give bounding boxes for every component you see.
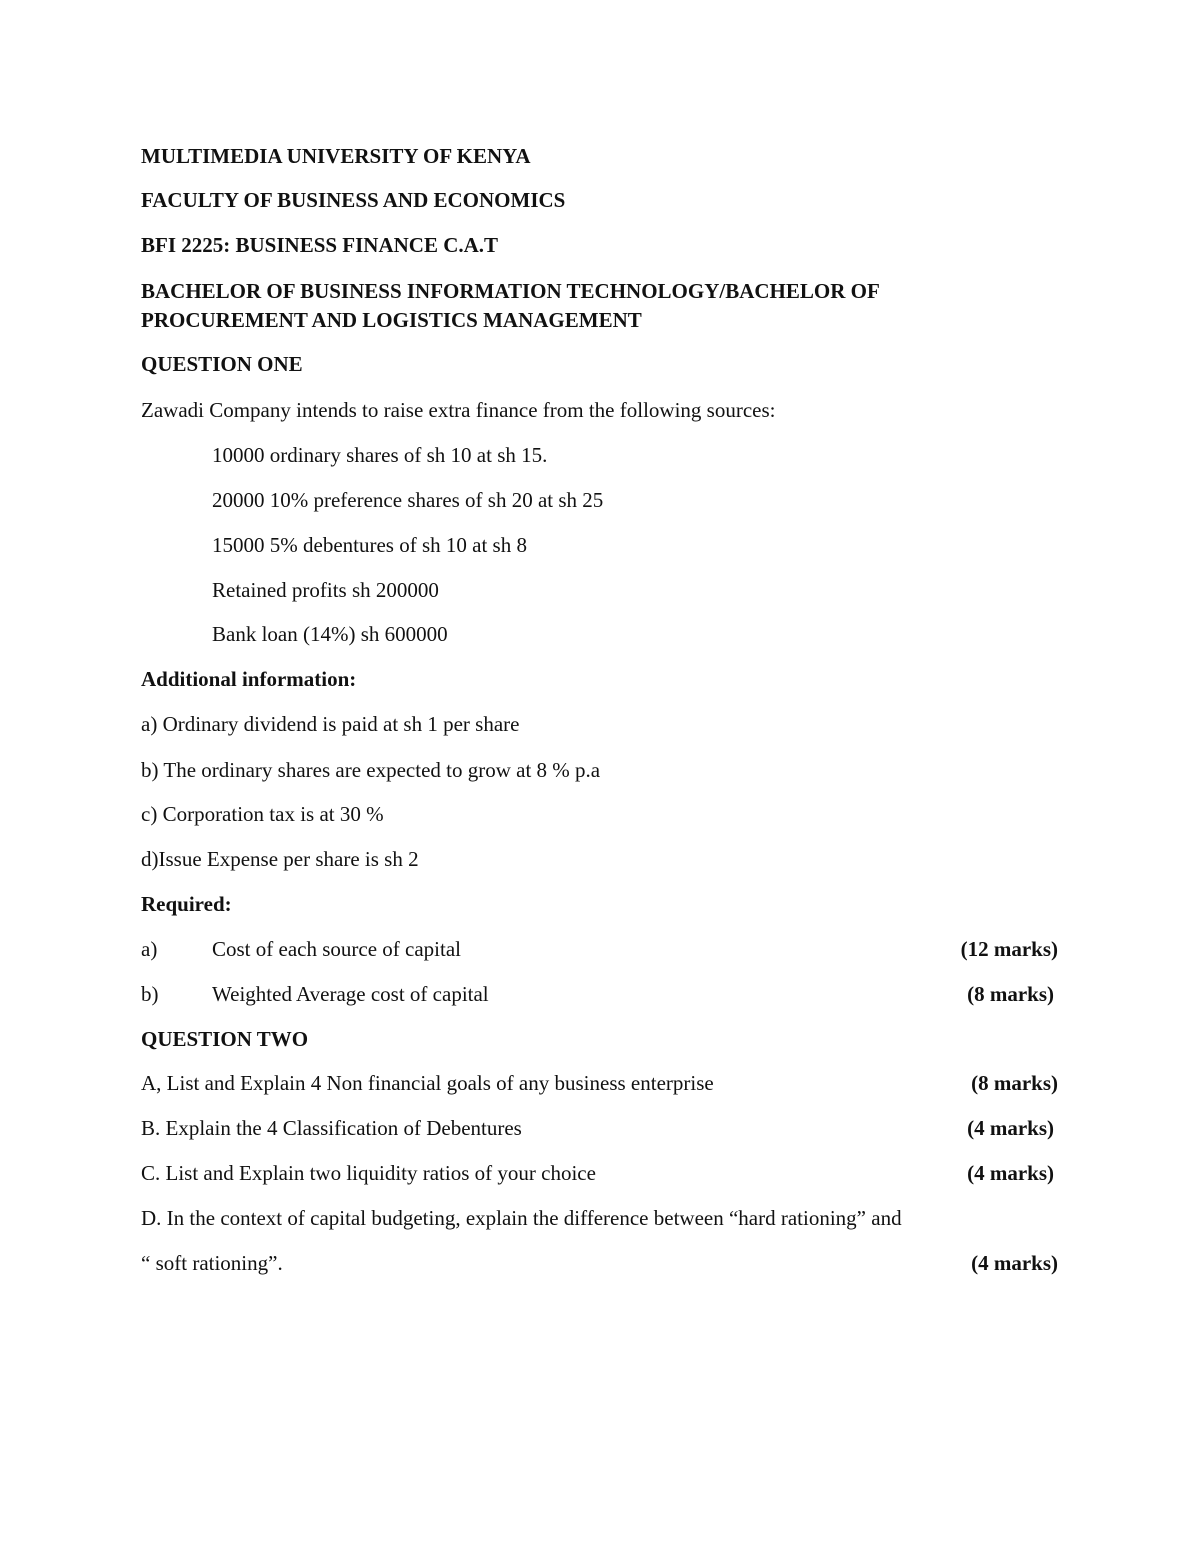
additional-info-heading: Additional information: <box>141 667 357 691</box>
source-item: Bank loan (14%) sh 600000 <box>212 622 448 646</box>
question-one-heading: QUESTION ONE <box>141 352 303 376</box>
course-title: BFI 2225: BUSINESS FINANCE C.A.T <box>141 233 499 257</box>
question-two-item-text: C. List and Explain two liquidity ratios of your choice <box>141 1161 596 1185</box>
question-two-item-marks: (4 marks) <box>967 1116 1054 1140</box>
additional-info-item: d)Issue Expense per share is sh 2 <box>141 847 419 871</box>
question-one-intro: Zawadi Company intends to raise extra finance from the following sources: <box>141 398 776 422</box>
question-two-item-d-line-1: D. In the context of capital budgeting, explain the difference between “hard rationing” and <box>141 1206 902 1230</box>
additional-info-item: c) Corporation tax is at 30 % <box>141 802 384 826</box>
question-two-heading: QUESTION TWO <box>141 1027 309 1051</box>
source-item: 10000 ordinary shares of sh 10 at sh 15. <box>212 443 548 467</box>
required-heading: Required: <box>141 892 232 916</box>
source-item: 20000 10% preference shares of sh 20 at sh 25 <box>212 488 604 512</box>
question-two-item-d-marks: (4 marks) <box>971 1251 1058 1275</box>
required-item-text: Weighted Average cost of capital <box>212 982 489 1006</box>
required-letter: a) <box>141 937 158 961</box>
required-item-marks: (8 marks) <box>967 982 1054 1006</box>
question-two-item-marks: (4 marks) <box>967 1161 1054 1185</box>
programme-line-2: PROCUREMENT AND LOGISTICS MANAGEMENT <box>141 308 642 332</box>
question-two-item-d-line-2: “ soft rationing”. <box>141 1251 283 1275</box>
additional-info-item: b) The ordinary shares are expected to grow at 8 % p.a <box>141 758 601 782</box>
question-two-item-text: A, List and Explain 4 Non financial goals of any business enterprise <box>141 1071 714 1095</box>
required-letter: b) <box>141 982 159 1006</box>
question-two-item-marks: (8 marks) <box>971 1071 1058 1095</box>
required-item-marks: (12 marks) <box>960 937 1058 961</box>
programme-line-1: BACHELOR OF BUSINESS INFORMATION TECHNOLOGY/BACHELOR OF <box>141 279 880 303</box>
question-two-item-text: B. Explain the 4 Classification of Debentures <box>141 1116 522 1140</box>
required-item-text: Cost of each source of capital <box>212 937 461 961</box>
faculty-title: FACULTY OF BUSINESS AND ECONOMICS <box>141 188 566 212</box>
additional-info-item: a) Ordinary dividend is paid at sh 1 per share <box>141 712 520 736</box>
source-item: 15000 5% debentures of sh 10 at sh 8 <box>212 533 527 557</box>
source-item: Retained profits sh 200000 <box>212 578 439 602</box>
university-title: MULTIMEDIA UNIVERSITY OF KENYA <box>141 144 531 168</box>
